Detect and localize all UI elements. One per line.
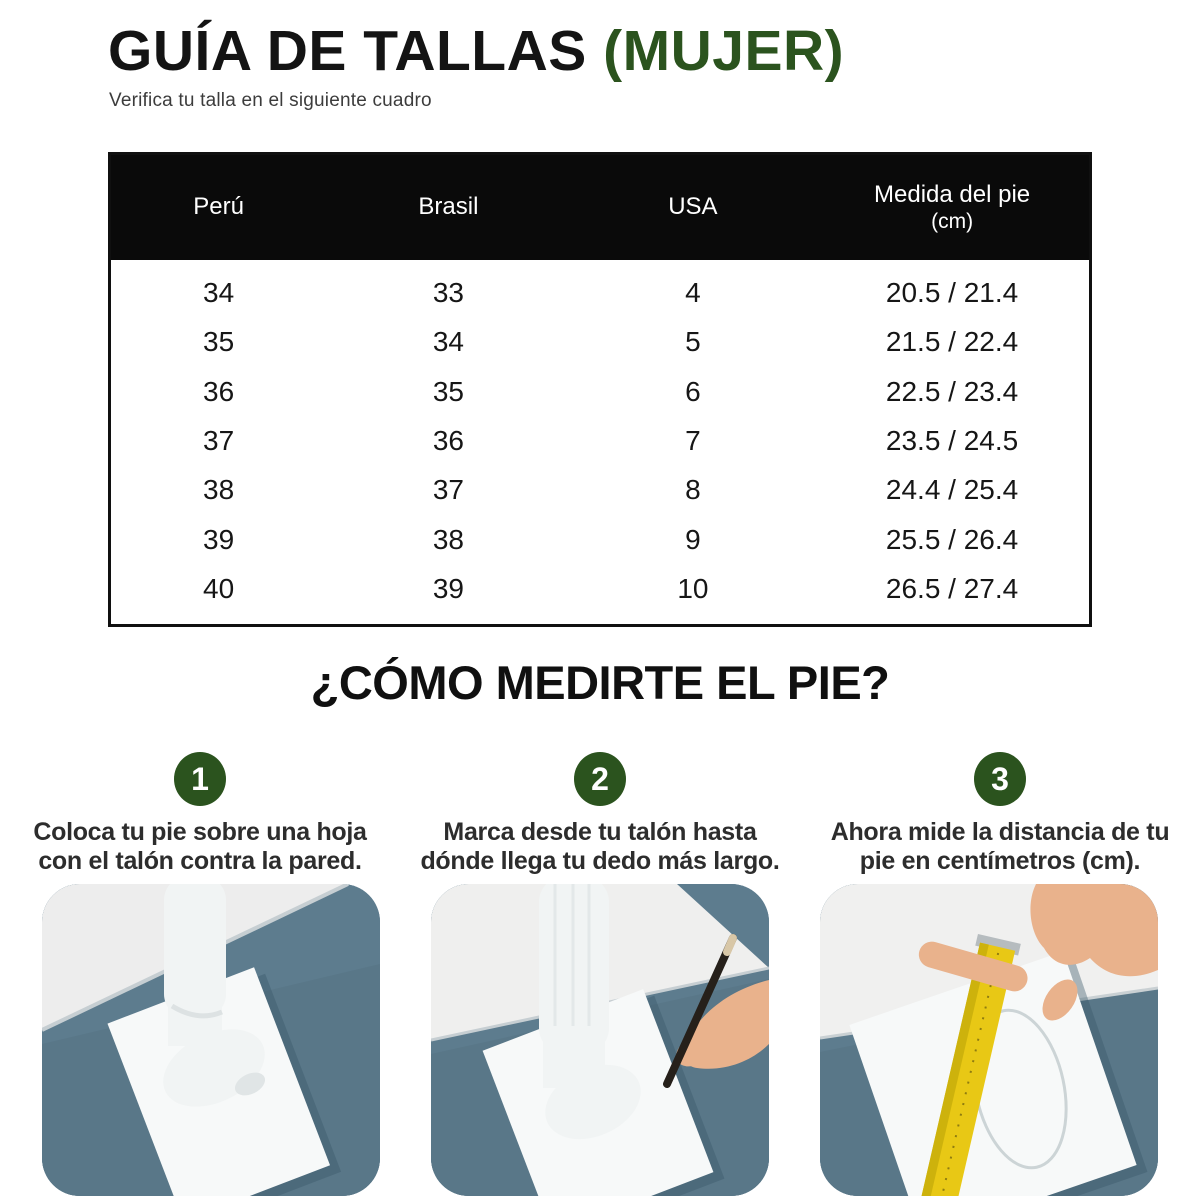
table-row	[111, 416, 1089, 465]
table-row	[111, 515, 1089, 564]
column-header-usa: USA	[668, 193, 718, 221]
page-title-main: GUÍA DE TALLAS	[108, 19, 587, 83]
step-2-text	[420, 818, 779, 875]
column-header-medida-unit: (cm)	[931, 210, 974, 234]
table-cell: 35	[432, 375, 464, 407]
table-cell: 35	[203, 326, 235, 358]
step-2-line1: Marca desde tu talón hasta	[443, 818, 757, 846]
table-cell: 5	[685, 326, 701, 358]
foot-on-paper-photo	[42, 884, 380, 1196]
howto-heading: ¿CÓMO MEDIRTE EL PIE?	[310, 656, 890, 709]
step-1	[0, 752, 400, 875]
table-row	[111, 565, 1089, 614]
step-1-text	[33, 818, 366, 875]
table-cell: 25.5 / 26.4	[885, 523, 1019, 555]
marking-foot-photo	[431, 884, 769, 1196]
step-1-line1: Coloca tu pie sobre una hoja	[33, 818, 367, 846]
header	[108, 19, 845, 112]
step-3-line1: Ahora mide la distancia de tu	[830, 818, 1170, 846]
table-cell: 6	[685, 375, 701, 407]
column-header-peru: Perú	[193, 193, 244, 221]
table-cell: 21.5 / 22.4	[885, 326, 1019, 358]
table-cell: 8	[685, 474, 701, 506]
size-table	[108, 152, 1092, 627]
table-cell: 7	[685, 424, 701, 456]
table-cell: 9	[685, 523, 701, 555]
table-cell: 33	[432, 276, 464, 308]
step-3-line2: pie en centímetros (cm).	[859, 846, 1141, 875]
step-1-number-badge: 1	[174, 752, 226, 806]
table-cell: 37	[203, 424, 235, 456]
step-3-text	[831, 818, 1170, 875]
table-cell: 34	[203, 276, 235, 308]
table-row	[111, 367, 1089, 416]
table-cell: 24.4 / 25.4	[885, 474, 1019, 506]
table-cell: 26.5 / 27.4	[885, 573, 1019, 605]
table-cell: 22.5 / 23.4	[885, 375, 1019, 407]
table-cell: 34	[432, 326, 464, 358]
table-cell: 10	[677, 573, 709, 605]
table-cell: 38	[203, 474, 235, 506]
table-row	[111, 317, 1089, 366]
table-cell: 40	[203, 573, 235, 605]
table-cell: 36	[203, 375, 235, 407]
step-3	[800, 752, 1200, 875]
table-cell: 36	[432, 424, 464, 456]
size-table-body	[111, 260, 1089, 624]
page-title-accent: (MUJER)	[603, 19, 845, 83]
page-title	[108, 19, 845, 83]
step-3-number-badge: 3	[974, 752, 1026, 806]
table-cell: 20.5 / 21.4	[885, 276, 1019, 308]
step-2-number-badge: 2	[574, 752, 626, 806]
step-2-line2: dónde llega tu dedo más largo.	[420, 846, 780, 875]
measuring-tape-photo	[820, 884, 1158, 1196]
column-header-medida	[815, 181, 1089, 235]
step-1-line2: con el talón contra la pared.	[38, 846, 362, 875]
table-cell: 23.5 / 24.5	[885, 424, 1019, 456]
size-table-header	[111, 155, 1089, 260]
table-cell: 4	[685, 276, 701, 308]
step-2	[400, 752, 800, 875]
table-row	[111, 466, 1089, 515]
table-cell: 37	[432, 474, 464, 506]
howto-steps	[0, 752, 1200, 875]
column-header-brasil: Brasil	[418, 193, 479, 221]
page-subtitle: Verifica tu talla en el siguiente cuadro	[109, 89, 432, 111]
howto-photos	[0, 884, 1200, 1196]
table-cell: 39	[432, 573, 464, 605]
table-row	[111, 268, 1089, 317]
table-cell: 39	[203, 523, 235, 555]
column-header-medida-label: Medida del pie	[874, 180, 1031, 208]
table-cell: 38	[432, 523, 464, 555]
